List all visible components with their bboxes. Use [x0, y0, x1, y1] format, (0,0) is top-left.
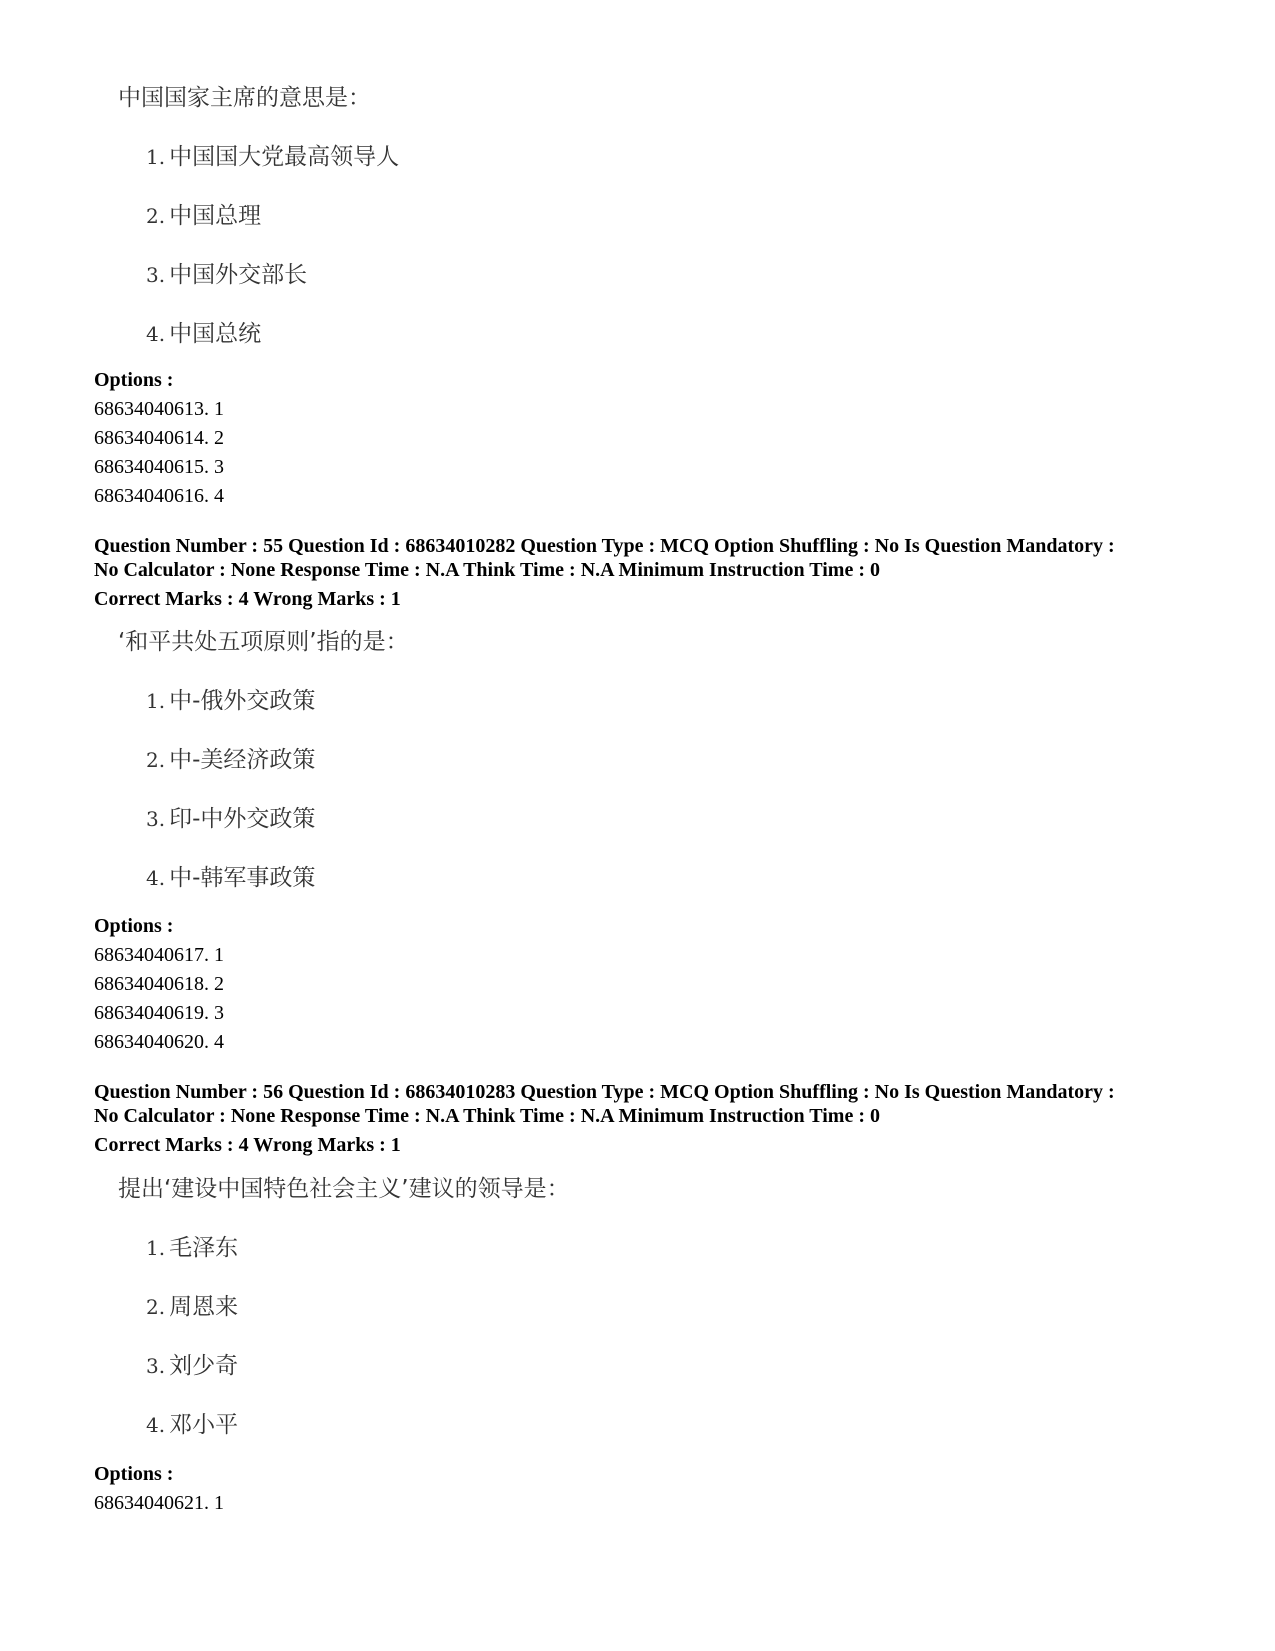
choice-text: 中国国大党最高领导人 — [169, 144, 400, 170]
choice-text: 毛泽东 — [169, 1235, 239, 1261]
choice-item — [146, 1411, 570, 1439]
choice-item — [146, 805, 409, 833]
choice-item — [146, 202, 399, 230]
meta-line: Question Number : 55 Question Id : 68634010282 Question Type : MCQ Option Shuffling : No Is Question Mandatory : — [94, 535, 1115, 557]
choice-text: 中-韩军事政策 — [169, 865, 316, 891]
choice-item — [146, 1234, 570, 1262]
question-image-55 — [118, 628, 409, 892]
meta-line: No Calculator : None Response Time : N.A Think Time : N.A Minimum Instruction Time : 0 — [94, 1105, 880, 1127]
choice-text: 刘少奇 — [169, 1353, 239, 1379]
choice-number: 4. — [146, 322, 166, 346]
choice-list — [118, 1234, 570, 1439]
choice-number: 3. — [146, 1354, 166, 1378]
choice-item — [146, 320, 399, 348]
options-list-55 — [94, 912, 224, 1057]
option-line: 68634040621. 1 — [94, 1492, 224, 1514]
question-image-56 — [118, 1175, 570, 1439]
question-text: 中国国家主席的意思是： — [118, 85, 371, 111]
options-heading: Options : — [94, 1463, 174, 1485]
meta-line: No Calculator : None Response Time : N.A Think Time : N.A Minimum Instruction Time : 0 — [94, 559, 880, 581]
choice-number: 2. — [146, 1295, 166, 1319]
choice-text: 中国总理 — [169, 203, 262, 229]
choice-item — [146, 746, 409, 774]
choice-item — [146, 1352, 570, 1380]
option-line: 68634040619. 3 — [94, 1002, 224, 1024]
option-line: 68634040616. 4 — [94, 485, 224, 507]
option-line: 68634040613. 1 — [94, 398, 224, 420]
option-line: 68634040614. 2 — [94, 427, 224, 449]
question-meta-56 — [94, 1080, 1194, 1157]
choice-number: 3. — [146, 807, 166, 831]
marks-line: Correct Marks : 4 Wrong Marks : 1 — [94, 588, 401, 610]
options-heading: Options : — [94, 915, 174, 937]
options-list-56 — [94, 1460, 224, 1518]
choice-number: 2. — [146, 748, 166, 772]
choice-list — [118, 143, 399, 348]
option-line: 68634040620. 4 — [94, 1031, 224, 1053]
choice-list — [118, 687, 409, 892]
choice-item — [146, 143, 399, 171]
choice-text: 印-中外交政策 — [169, 806, 316, 832]
choice-number: 3. — [146, 263, 166, 287]
choice-text: 中国总统 — [169, 321, 262, 347]
option-line: 68634040618. 2 — [94, 973, 224, 995]
marks-line: Correct Marks : 4 Wrong Marks : 1 — [94, 1134, 401, 1156]
option-line: 68634040617. 1 — [94, 944, 224, 966]
choice-item — [146, 1293, 570, 1321]
choice-text: 中国外交部长 — [169, 262, 308, 288]
options-list-54 — [94, 366, 224, 511]
choice-item — [146, 687, 409, 715]
question-meta-55 — [94, 534, 1194, 611]
choice-number: 1. — [146, 145, 166, 169]
choice-number: 2. — [146, 204, 166, 228]
options-heading: Options : — [94, 369, 174, 391]
choice-number: 1. — [146, 1236, 166, 1260]
choice-number: 1. — [146, 689, 166, 713]
question-text: ‘和平共处五项原则’指的是： — [118, 629, 409, 655]
choice-text: 中-美经济政策 — [169, 747, 316, 773]
question-image-54 — [118, 84, 399, 348]
choice-text: 周恩来 — [169, 1294, 239, 1320]
choice-text: 邓小平 — [169, 1412, 239, 1438]
choice-item — [146, 864, 409, 892]
choice-number: 4. — [146, 1413, 166, 1437]
choice-text: 中-俄外交政策 — [169, 688, 316, 714]
option-line: 68634040615. 3 — [94, 456, 224, 478]
question-text: 提出‘建设中国特色社会主义’建议的领导是： — [118, 1176, 570, 1202]
meta-line: Question Number : 56 Question Id : 68634010283 Question Type : MCQ Option Shuffling : No Is Question Mandatory : — [94, 1081, 1115, 1103]
choice-item — [146, 261, 399, 289]
choice-number: 4. — [146, 866, 166, 890]
